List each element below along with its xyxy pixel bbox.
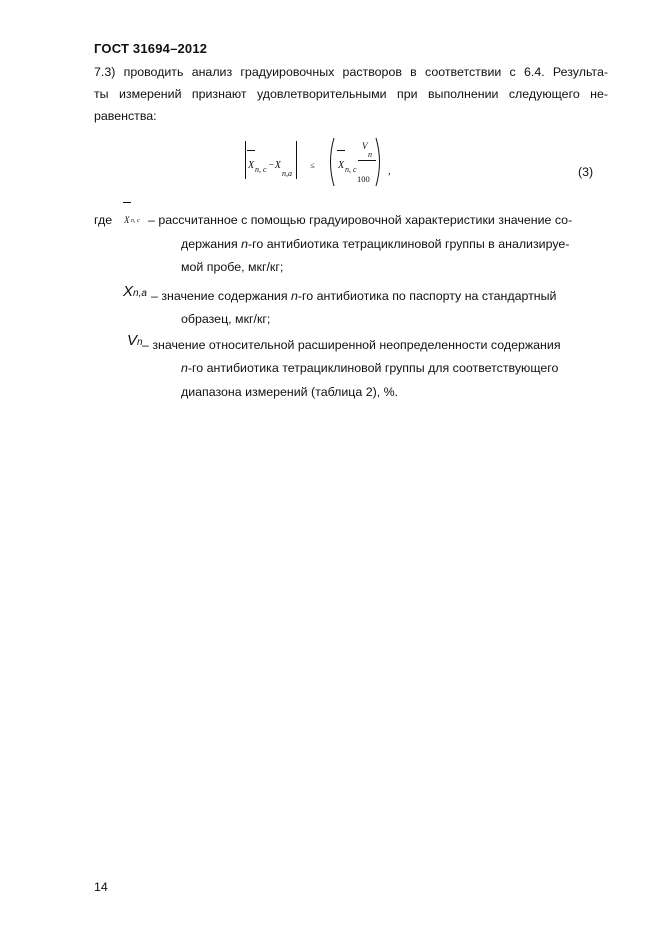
rhs-parentheses bbox=[326, 136, 386, 188]
def3-line-1: – значение относительной расширенной неопределенности содержания bbox=[142, 338, 561, 352]
def3-line-2: n-го антибиотика тетрациклиновой группы для соответствующего bbox=[181, 361, 559, 375]
paragraph-line-3: равенства: bbox=[94, 109, 157, 123]
def3-line-3: диапазона измерений (таблица 2), %. bbox=[181, 385, 399, 399]
abs-bar-left bbox=[245, 141, 246, 179]
def1-line-2: держания n-го антибиотика тетрациклиновой группы в анализируе- bbox=[181, 237, 570, 251]
def1-line-1: – рассчитанное с помощью градуировочной характеристики значение со- bbox=[148, 213, 573, 227]
def1-overline bbox=[123, 202, 131, 203]
def2-line-2: образец, мкг/кг; bbox=[181, 312, 271, 326]
def3-symbol: Vn bbox=[127, 332, 143, 349]
fraction-denominator: 100 bbox=[357, 174, 370, 184]
fraction-numerator-subscript: n bbox=[368, 150, 372, 159]
formula-comma: , bbox=[388, 165, 391, 177]
fraction-bar bbox=[358, 160, 376, 161]
abs-bar-right bbox=[296, 141, 297, 179]
mean-overline-rhs bbox=[337, 150, 345, 151]
lhs-subscript-2: n,a bbox=[282, 169, 292, 178]
equation-number: (3) bbox=[578, 165, 594, 179]
lhs-minus-term: −X bbox=[268, 160, 281, 171]
lhs-subscript-1: n, c bbox=[255, 165, 267, 174]
where-label: где bbox=[94, 213, 113, 227]
paragraph-line-1: 7.3) проводить анализ градуировочных растворов в соответствии с 6.4. Результа- bbox=[94, 65, 608, 79]
def1-symbol-subscript: n, c bbox=[131, 218, 140, 224]
paragraph-line-2: ты измерений признают удовлетворительными при выполнении следующего не- bbox=[94, 87, 608, 101]
document-code: ГОСТ 31694–2012 bbox=[94, 41, 208, 56]
def2-line-1: – значение содержания n-го антибиотика по паспорту на стандартный bbox=[151, 289, 557, 303]
def2-symbol: Xn,а bbox=[123, 283, 147, 300]
rhs-subscript: n, c bbox=[345, 165, 357, 174]
leq-sign: ≤ bbox=[310, 160, 315, 170]
def1-symbol: X bbox=[124, 215, 130, 225]
mean-overline-lhs bbox=[247, 150, 255, 151]
page-number: 14 bbox=[94, 880, 108, 894]
fraction-numerator: V bbox=[362, 141, 368, 151]
inequality-formula bbox=[0, 0, 661, 200]
rhs-variable: X bbox=[338, 160, 345, 171]
lhs-variable: X bbox=[248, 160, 255, 171]
def1-line-3: мой пробе, мкг/кг; bbox=[181, 260, 284, 274]
